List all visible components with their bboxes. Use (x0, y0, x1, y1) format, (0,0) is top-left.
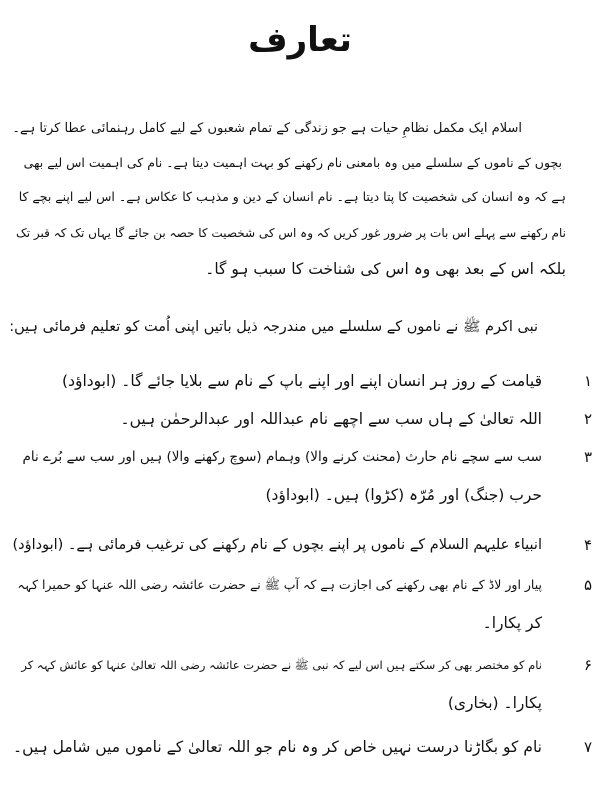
list-item-number: ۲ (583, 410, 592, 428)
intro-line: بلکہ اس کے بعد بھی وہ اس کی شناخت کا سبب ہو گا۔ (205, 260, 566, 278)
list-item-text: کر پکارا۔ (482, 614, 542, 632)
list-item-number: ۷ (583, 738, 592, 756)
list-item-number: ۵ (583, 576, 592, 594)
list-item-text: سب سے سچے نام حارث (محنت کرنے والا) وہمام (سوچ رکھنے والا) ہیں اور سب سے بُرے نام (22, 449, 542, 465)
list-item-number: ۳ (583, 448, 592, 466)
list-item-text: اللہ تعالیٰ کے ہاں سب سے اچھے نام عبداللہ اور عبدالرحمٰن ہیں۔ (120, 410, 542, 428)
list-item-text: پیار اور لاڈ کے نام بھی رکھنے کی اجازت ہے کہ آپ ﷺ نے حضرت عائشہ رضی اللہ عنہا کو حمیرا کہہ (17, 577, 542, 592)
list-item-text: پکارا۔ (بخاری) (447, 694, 542, 712)
intro-line: اسلام ایک مکمل نظامِ حیات ہے جو زندگی کے تمام شعبوں کے لیے کامل رہنمائی عطا کرتا ہے۔ (12, 121, 522, 136)
intro-line: ہے کہ وہ انسان کی شخصیت کا پتا دیتا ہے۔ نام انسان کے دین و مذہب کا عکاس ہے۔ اس لیے اپنے بچے کا (18, 189, 566, 204)
list-item-text: نام کو بگاڑنا درست نہیں خاص کر وہ نام جو اللہ تعالیٰ کے ناموں میں شامل ہیں۔ (13, 738, 542, 756)
list-item-number: ۴ (583, 536, 592, 554)
list-item-text: انبیاء علیہم السلام کے ناموں پر اپنے بچوں کے نام رکھنے کی ترغیب فرمائی ہے۔ (ابوداؤد) (12, 537, 542, 553)
list-item-text: قیامت کے روز ہر انسان اپنے اور اپنے باپ کے نام سے بلایا جائے گا۔ (ابوداؤد) (62, 372, 542, 390)
page-title: تعارف (248, 20, 352, 60)
list-item-number: ۶ (583, 656, 592, 674)
list-item-number: ۱ (583, 372, 592, 390)
intro-line: نام رکھنے سے پہلے اس بات پر ضرور غور کریں کہ وہ اس کی شخصیت کا حصہ بن جائے گا یہاں تک کہ قبر تک (16, 226, 566, 240)
list-item-text: حرب (جنگ) اور مُرّہ (کڑوا) ہیں۔ (ابوداؤد) (265, 486, 542, 504)
list-item-text: نام کو مختصر بھی کر سکتے ہیں اس لیے کہ نبی ﷺ نے حضرت عائشہ رضی اللہ تعالیٰ عنہا کو عائش کہہ کر (21, 658, 542, 672)
intro-line: نبی اکرم ﷺ نے ناموں کے سلسلے میں مندرجہ ذیل باتیں اپنی اُمت کو تعلیم فرمائی ہیں: (9, 319, 538, 335)
intro-line: بچوں کے ناموں کے سلسلے میں وہ بامعنی نام رکھنے کو بہت اہمیت دیتا ہے۔ نام کی اہمیت اس لیے بھی (23, 155, 562, 170)
